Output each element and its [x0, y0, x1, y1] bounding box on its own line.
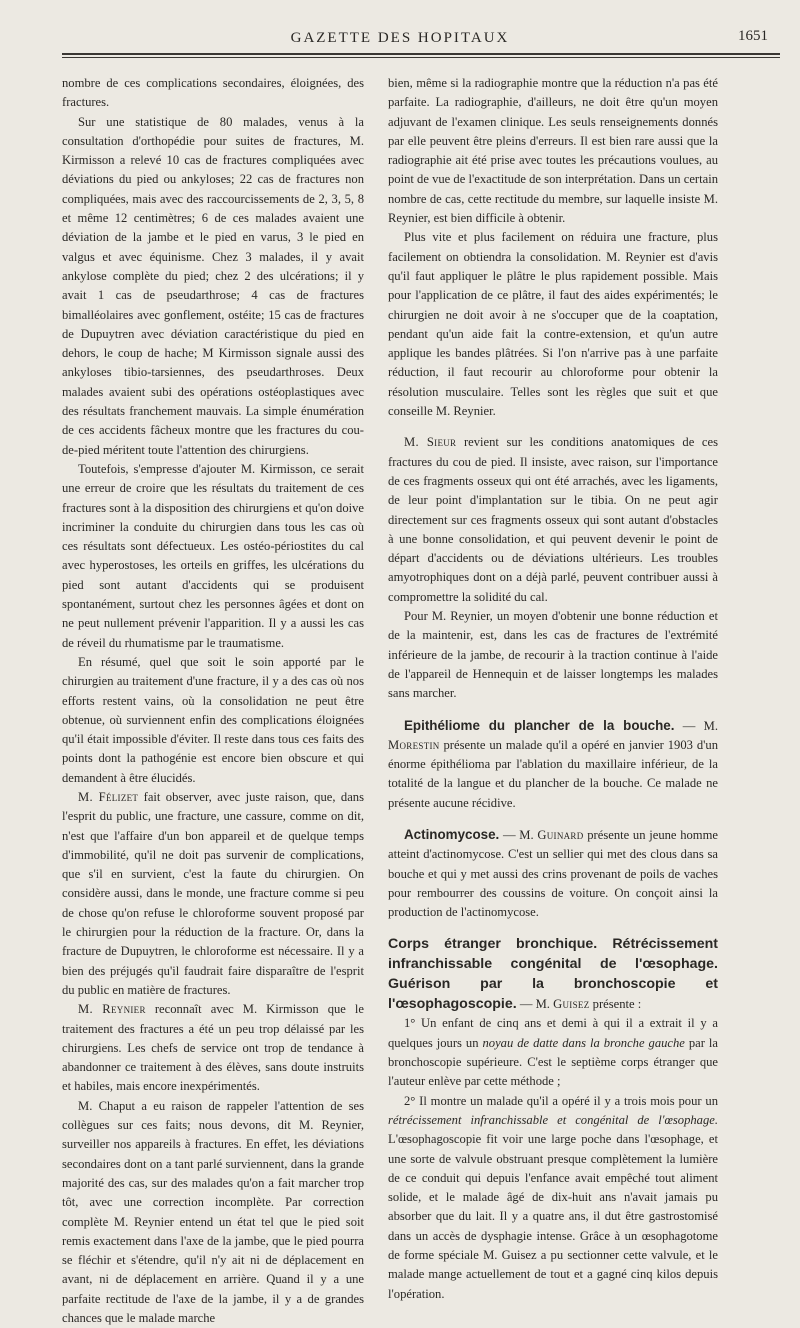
case-one [388, 1014, 718, 1091]
paragraph-hennequin: Pour M. Reynier, un moyen d'obtenir une bonne réduction et de la maintenir, est, dans les cas de fractures de l'extrémité inférieure de la jambe, de recourir à la traction continue à l'aide de l'appareil de Hennequin et de laisser longtemps les malades sans marcher. [388, 609, 718, 701]
paragraph-statistics: Sur une statistique de 80 malades, venus à la consultation d'orthopédie pour suites de fractures, M. Kirmisson a relevé 10 cas de fractures compliquées avec déviations du pied ou ankyloses; 22 cas de fractures non compliquées, mais avec des raccourcissements de 2, 3, 5, 8 et même 12 centimètres; 6 de ces malades avaient une déviation de la jambe et le pied en varus, 3 le pied en valgus et avec équinisme. Chez 3 malades, il y avait ankylose complète du pied; chez 2 des ulcérations; il y avait 1 cas de pseudarthrose; 4 cas de fractures bimalléolaires avec gonflement, ostéite; 15 cas de fractures de Dupuytren avec déviation caractéristique du pied en dehors, le coup de hache; M Kirmisson signale aussi des ankyloses tibio-tarsiennes, des pseudarthroses. Deux malades avaient subi des opérations ostéoplastiques avec des résultats franchement mauvais. La simple énumération de ces accidents fâcheux montre que les fractures du cou-de-pied méritent toute l'attention des chirurgiens. [62, 114, 364, 457]
section-heading: Epithéliome du plancher de la bouche. [404, 717, 675, 733]
paragraph-continuation: nombre de ces complications secondaires, éloignées, des fractures. [62, 76, 364, 110]
case-text: 2° Il montre un malade qu'il a opéré il y a trois mois pour un [404, 1093, 718, 1108]
case-text: par la bronchoscopie supérieure. C'est le septième corps étranger que l'auteur enlève par cette méthode ; [388, 1035, 718, 1089]
heading-dash: — M. [674, 718, 718, 733]
speaker-name: Morestin [388, 737, 440, 752]
paragraph-radiography: bien, même si la radiographie montre que la réduction n'a pas été parfaite. La radiographie, d'ailleurs, ne doit être qu'un moyen adjuvant de l'examen clinique. Les seuls renseignements donnés par elle peuvent être pleins d'erreurs. Il est bien rare aussi que la radiographie ait été prise avec toutes les précautions voulues, au point de vue de l'exactitude de son interprétation. Dans un certain nombre de cas, cette rectitude du membre, sur laquelle insiste M. Reynier, est bien difficile à obtenir. [388, 76, 718, 226]
page-number: 1651 [738, 28, 768, 44]
case-text: 1° Un enfant de cinq ans et demi à qui il a extrait il y a quelques jours un [388, 1016, 718, 1050]
paragraph-reduction: Plus vite et plus facilement on réduira une fracture, plus facilement on obtiendra la consolidation. M. Reynier est d'avis qu'il faut appliquer le plâtre le plus rapidement possible. Mais pour l'application de ce plâtre, il faut des aides expérimentés; le chirurgien ne doit avoir à ne s'occuper que de la coaptation, pendant qu'un aide fait la contre-extension, et qu'un autre applique les bandes plâtrées. Si l'on n'arrive pas à une parfaite réduction, il faut recourir au chloroforme pour obtenir la résolution musculaire. Telles sont les règles que suit et que conseille M. Reynier. [388, 230, 718, 419]
section-heading: Corps étranger bronchique. Rétrécissement infranchissable congénital de l'œsophage. Guérison par la bronchoscopie et l'œsophagoscopie. [388, 936, 718, 1013]
paragraph-sieur [388, 433, 718, 607]
paragraph-kirmisson-addendum: Toutefois, s'empresse d'ajouter M. Kirmisson, ce serait une erreur de croire que les résultats du traitement de ces fractures sont à la disposition des chirurgiens et qu'on doive incriminer la conduite du chirurgien dans tous les cas où ces résultats sont défectueux. Les ostéo-périostites du cal avec hyperostoses, les orteils en griffes, les ulcérations du pied sont autant d'accidents qui se produisent spontanément, surtout chez les personnes âgées et dont on ne peut nullement prévenir l'apparition. Il y a aussi les cas de réveil du rhumatisme par le traumatisme. [62, 461, 364, 650]
case-italic: rétrécissement infranchissable et congénital de l'œsophage. [388, 1112, 718, 1127]
speaker-name: M. Sieur [404, 435, 457, 450]
speaker-name: M. Reynier [78, 1002, 146, 1017]
paragraph-chaput: M. Chaput a eu raison de rappeler l'attention de ses collègues sur ces faits; nous devons, dit M. Reynier, surveiller nos appareils à fractures. En effet, les déviations secondaires dont on a tant parlé surviennent, dans la grande majorité des cas, sur des malades qu'on a fait marcher trop tôt, avec une correction incomplète. Par correction complète M. Reynier entend un état tel que le pied soit remis exactement dans l'axe de la jambe, que le pied pourra se fléchir et s'étendre, qu'il n'y ait ni de déplacement en avant, ni de déplacement en arrière. Quand il y a une parfaite rectitude de l'axe de la jambe, il y a de grandes chances que le malade marche [62, 1098, 364, 1325]
speaker-name: M. Félizet [78, 789, 139, 804]
section-foreign-body [388, 934, 718, 1014]
speaker-name: Guinard [537, 827, 584, 842]
heading-dash: — M. [499, 827, 538, 842]
case-text: L'œsophagoscopie fit voir une large poche dans l'œsophage, et une sorte de valvule obstruant presque complètement la lumière de ce conduit qui depuis l'enfance avait empêché tout aliment solide, et le malade âgé de dix-huit ans n'avait jamais pu absorber que du lait. Il y a quatre ans, il dut être gastrostomisé dans un accès de dysphagie intense. Grâce à un œsophagotome de forme spéciale M. Guisez a pu sectionner cette valvule, et le malade mange actuellement de tout et a gagné cinq kilos depuis l'opération. [388, 1132, 718, 1301]
section-actinomycose [388, 825, 718, 922]
running-title: GAZETTE DES HOPITAUX [290, 30, 510, 46]
paragraph-text: reconnaît avec M. Kirmisson que le traitement des fractures a été un peu trop délaissé par les chirurgiens. Les chefs de service ont trop de tendance à abandonner ce traitement à des élèves, sans doute instruits et habiles, mais encore inexpérimentés. [62, 1002, 365, 1094]
paragraph-felizet [62, 788, 364, 1000]
section-epithelioma [388, 716, 718, 813]
heading-dash: — M. [516, 997, 554, 1012]
paragraph-summary: En résumé, quel que soit le soin apporté par le chirurgien au traitement d'une fracture, il y a des cas où nos efforts restent vains, où la consolidation ne peut être obtenue, où surviennent enfin des complications éloignées qu'il était impossible d'éviter. Il reste dans tous ces faits des points dont la pathogénie est encore bien obscure et qui demandent à être élucidés. [62, 654, 364, 785]
header-rule-thick [62, 53, 780, 55]
case-italic: noyau de datte dans la bronche gauche [482, 1035, 685, 1050]
paragraph-text: présente : [589, 997, 642, 1012]
right-column [388, 74, 718, 1304]
paragraph-text: revient sur les conditions anatomiques de ces fractures du cou de pied. Il insiste, avec raison, sur l'importance de ces fragments osseux qui ont été arrachés, avec les ligaments, de leur point d'implantation sur le tibia. On ne peut agir directement sur ces fragments osseux qui sont autant d'obstacles à une bonne consolidation, et qui peuvent devenir le point de départ d'accidents ou de déviations ultérieurs. Les troubles amyotrophiques dont on a déjà parlé, peuvent contribuer aussi à compromettre la solidité du cal. [388, 435, 718, 604]
header-rule-thin [62, 57, 780, 58]
left-column [62, 74, 364, 1328]
paragraph-text: présente un jeune homme atteint d'actinomycose. C'est un sellier qui met des clous dans sa bouche et qui y met aussi des crins provenant de poils de vaches pour rembourrer des coussins de voiture. On conçoit ainsi la production de l'actinomycose. [388, 827, 718, 920]
case-two [388, 1092, 718, 1304]
section-heading: Actinomycose. [404, 826, 500, 842]
paragraph-text: présente un malade qu'il a opéré en janvier 1903 d'un énorme épithélioma par l'ablation du maxillaire inférieur, de la totalité de la langue et du plancher de la bouche. Ce malade ne présente aucune récidive. [388, 737, 718, 810]
paragraph-text: fait observer, avec juste raison, que, dans l'esprit du public, une fracture, une cassure, comme on dit, n'est que l'affaire d'un bon appareil et de quelque temps d'immobilité, qu'il ne doit pas survenir de complications, que s'il en survient, c'est la faute du chirurgien. On considère aussi, dans le monde, une fracture comme si peu de chose qu'on refuse le chloroforme souvent proposé par le chirurgien pour la réduction de la fracture. Or, dans la fracture de Dupuytren, le chloroforme est nécessaire. Il y a bien des préjugés qu'il faudrait faire disparaître de l'esprit du public en matière de fractures. [62, 789, 364, 997]
paragraph-reynier [62, 1000, 364, 1096]
speaker-name: Guisez [553, 997, 590, 1012]
